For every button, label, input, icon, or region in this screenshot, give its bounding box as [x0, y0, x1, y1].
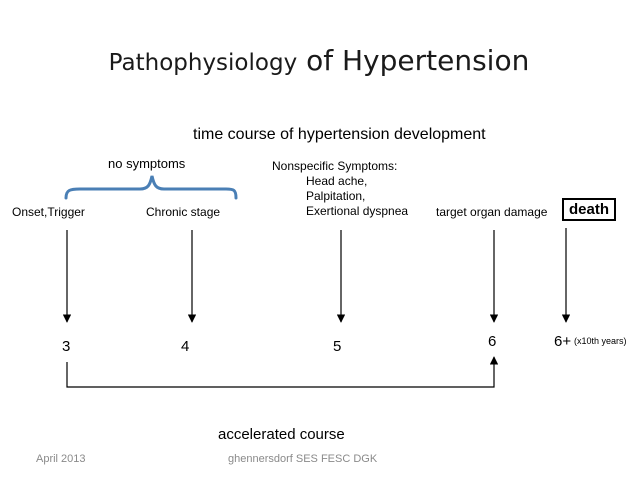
timepoint-unit: (x10th years) [574, 336, 627, 346]
accelerated-course-label: accelerated course [218, 426, 345, 443]
nonspecific-item-dyspnea: Exertional dyspnea [306, 204, 409, 218]
stage-onset-label: Onset,Trigger [12, 205, 85, 219]
nonspecific-item-palpitation: Palpitation, [306, 189, 366, 203]
accelerated-course-arrow [67, 357, 494, 387]
timepoint-6plus: 6+ [554, 333, 572, 350]
subtitle: time course of hypertension development [193, 126, 486, 143]
nonspecific-item-headache: Head ache, [306, 174, 368, 188]
no-symptoms-brace [66, 176, 236, 198]
timepoint-6: 6 [488, 333, 497, 350]
title-part2: of Hypertension [306, 44, 530, 77]
timepoint-5: 5 [333, 338, 342, 355]
timepoint-3: 3 [62, 338, 71, 355]
stage-death-label: death [562, 198, 616, 221]
nonspecific-heading: Nonspecific Symptoms: [272, 159, 398, 173]
timepoint-4: 4 [181, 338, 190, 355]
title-part1: Pathophysiology [108, 50, 298, 76]
footer-author: ghennersdorf SES FESC DGK [228, 453, 378, 465]
no-symptoms-label: no symptoms [108, 156, 186, 171]
stage-chronic-label: Chronic stage [146, 205, 221, 219]
stage-target-label: target organ damage [436, 205, 548, 219]
footer-date: April 2013 [36, 453, 86, 465]
